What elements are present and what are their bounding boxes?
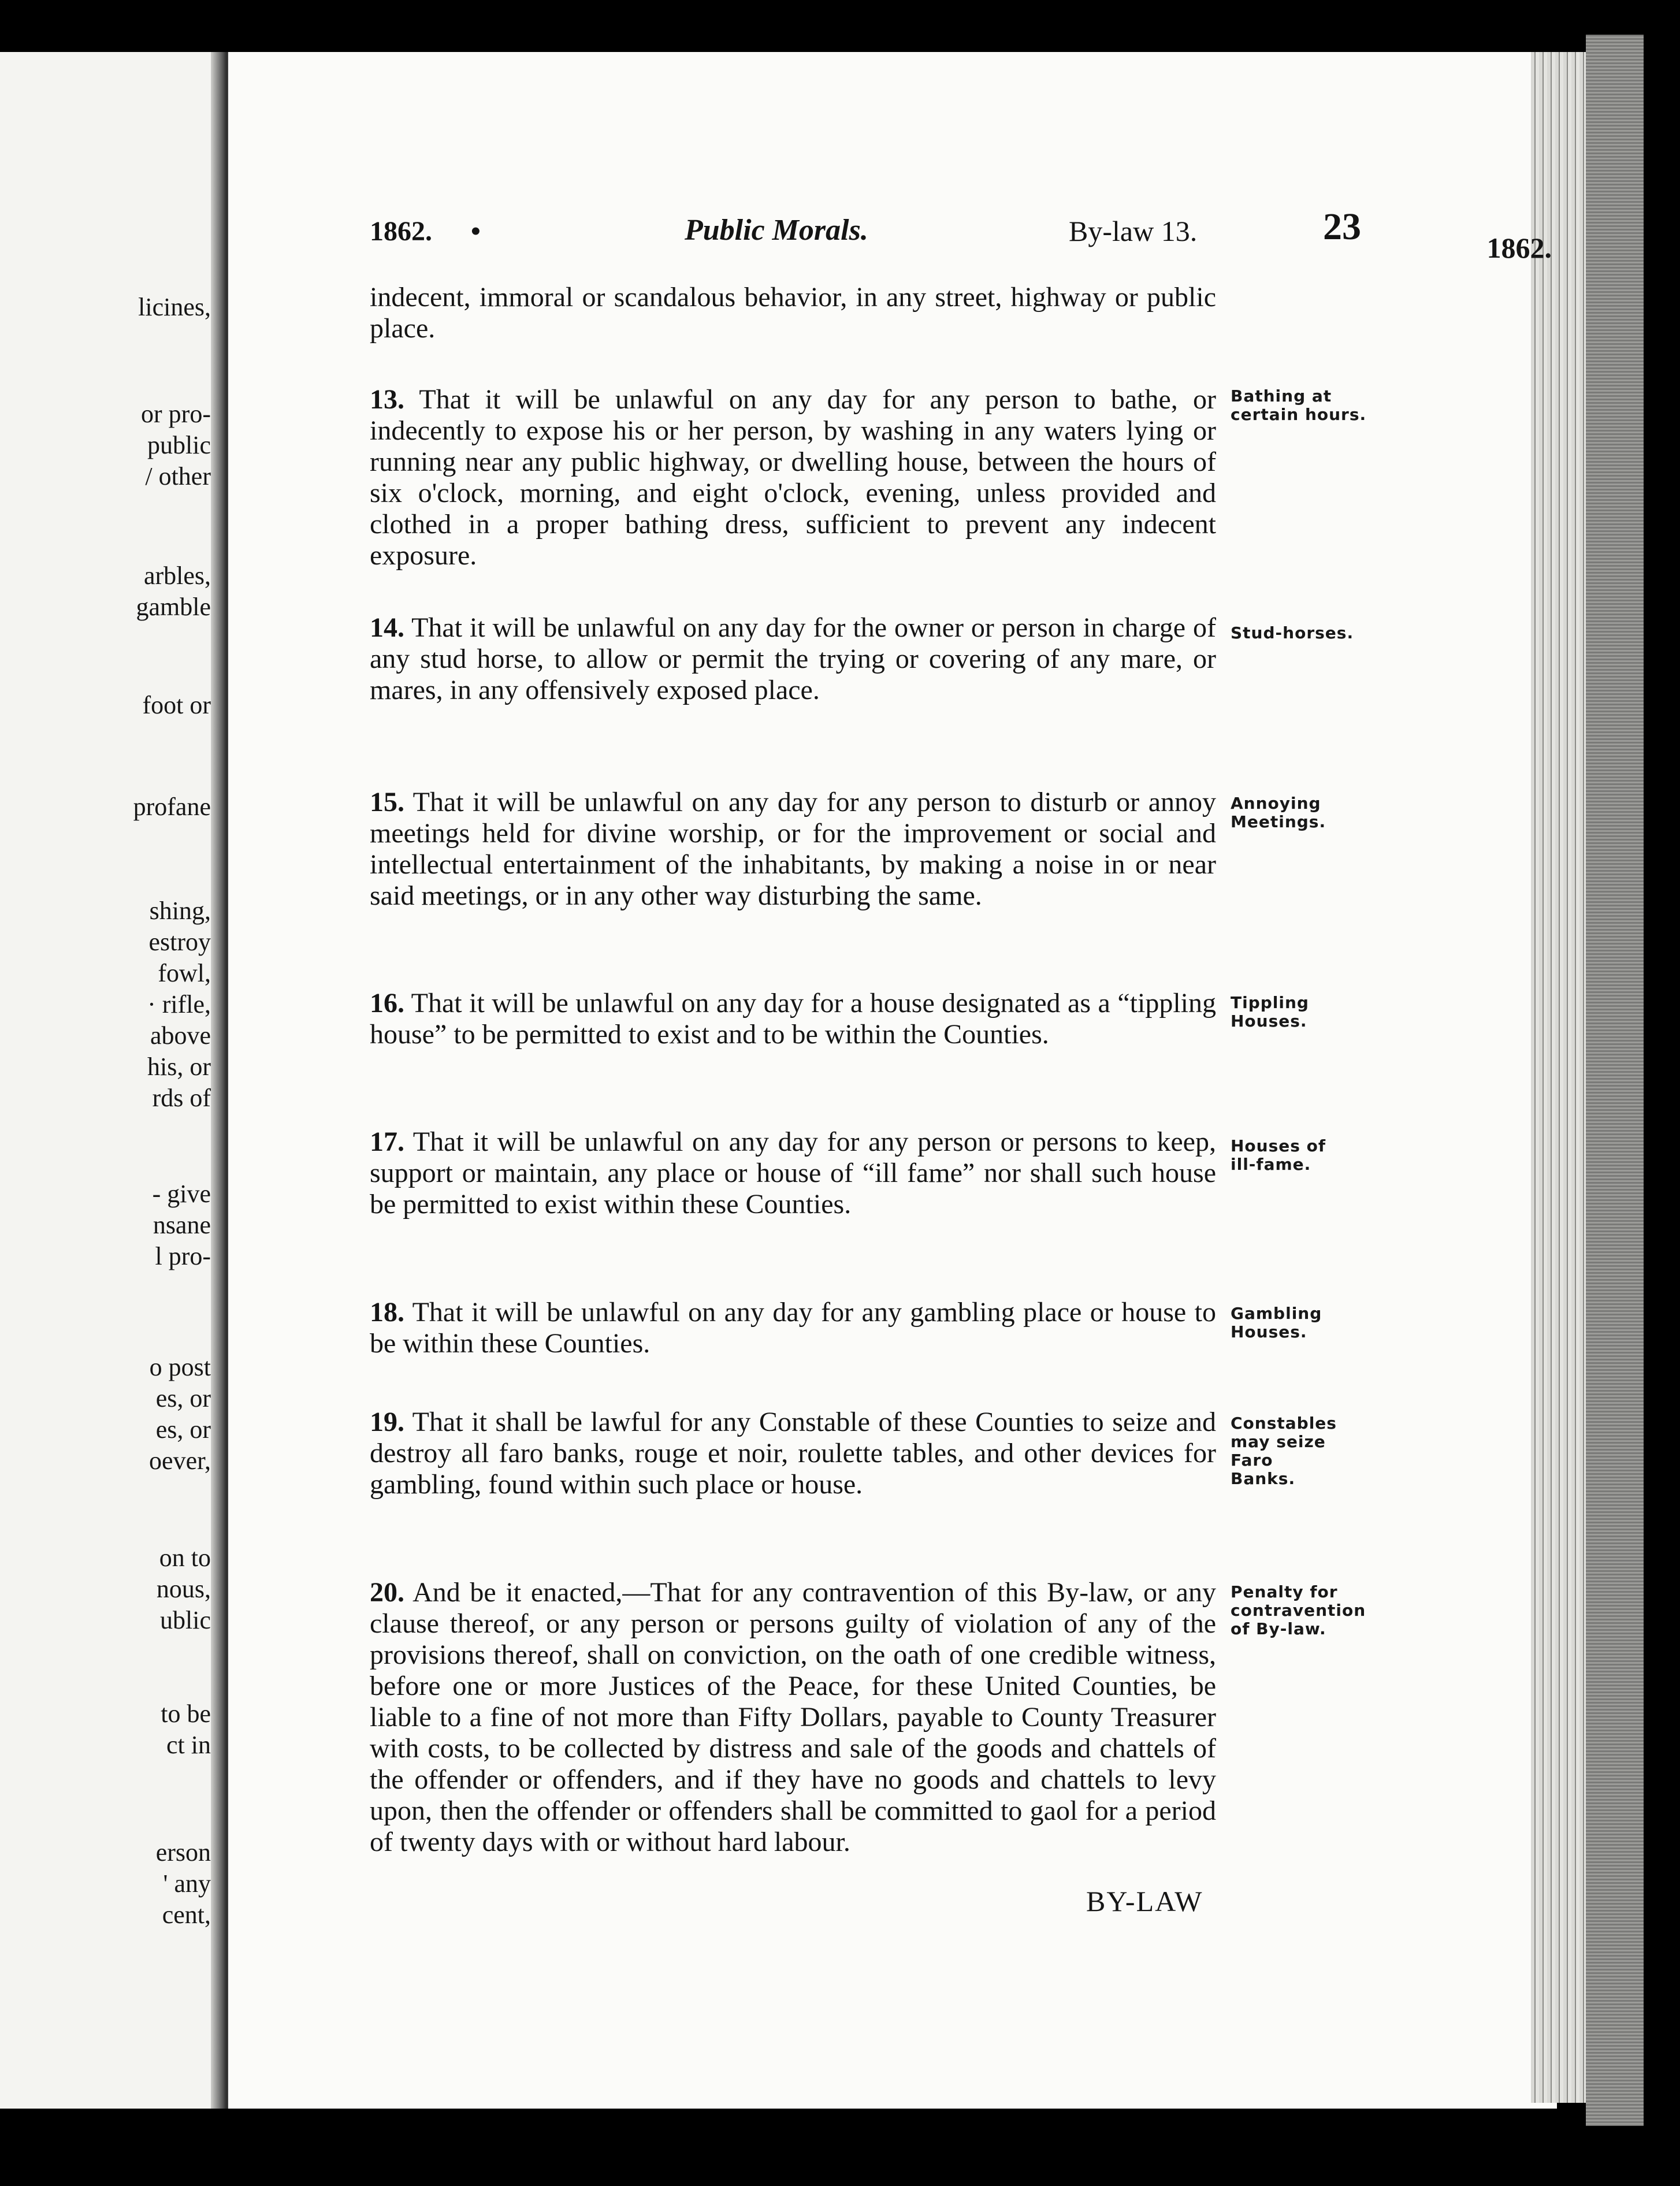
left-fragment: fowl, <box>158 959 211 987</box>
section-text: That it will be unlawful on any day for any person or persons to keep, support or maintain, any place or house of “ill fame” nor shall such house be permitted to exist within these Counties. <box>370 1127 1216 1220</box>
section-16 <box>370 988 1216 1050</box>
header-bylaw: By-law 13. <box>1069 215 1198 247</box>
left-fragment: cent, <box>162 1901 211 1929</box>
section-number: 18. <box>370 1297 404 1328</box>
section-number: 20. <box>370 1577 404 1608</box>
section-18 <box>370 1297 1216 1359</box>
section-14 <box>370 612 1216 706</box>
margin-note: Gambling Houses. <box>1231 1304 1322 1341</box>
left-fragment: nsane <box>153 1211 211 1239</box>
section-number: 14. <box>370 612 404 643</box>
margin-note: Stud-horses. <box>1231 623 1354 642</box>
section-15 <box>370 787 1216 912</box>
left-fragment: es, or <box>155 1415 211 1444</box>
section-text: And be it enacted,—That for any contravention of this By-law, or any clause thereof, or any person or persons guilty of violation of any of the provisions thereof, shall on conviction, on the oath of one credible witness, before one or more Justices of the Peace, for these United Counties, be liable to a fine of not more than Fifty Dollars, payable to County Treasurer with costs, to be collected by distress and sale of the goods and chattels of the offender or offenders, and if they have no goods and chattels to levy upon, then the offender or offenders shall be committed to gaol for a period of twenty days with or without hard labour. <box>370 1577 1216 1857</box>
left-fragment: ' any <box>163 1869 211 1898</box>
margin-note: Tippling Houses. <box>1231 993 1309 1031</box>
section-text: That it will be unlawful on any day for the owner or person in charge of any stud horse, to allow or permit the trying or covering of any mare, or mares, in any offensively exposed place. <box>370 612 1216 705</box>
left-fragment: above <box>150 1021 211 1050</box>
left-fragment: nous, <box>156 1575 211 1603</box>
continuation-paragraph: indecent, immoral or scandalous behavior, in any street, highway or public place. <box>370 282 1216 344</box>
left-fragment: to be <box>161 1700 211 1728</box>
left-fragment: o post <box>149 1353 211 1381</box>
left-fragment: on to <box>159 1544 211 1572</box>
left-fragment: l pro- <box>155 1242 211 1270</box>
left-fragment: estroy <box>148 928 211 956</box>
catchword: BY-LAW <box>1086 1885 1203 1917</box>
section-number: 13. <box>370 384 404 415</box>
header-year: 1862. <box>370 216 432 247</box>
left-fragment: · rifle, <box>147 990 211 1018</box>
margin-note: Constables may seize Faro Banks. <box>1231 1414 1337 1488</box>
left-fragment: his, or <box>147 1053 211 1081</box>
margin-note: Houses of ill-fame. <box>1231 1136 1326 1174</box>
left-fragment: shing, <box>149 897 211 925</box>
margin-note: Bathing at certain hours. <box>1231 386 1367 424</box>
section-text: That it will be unlawful on any day for a house designated as a “tippling house” to be permitted to exist and to be within the Counties. <box>370 988 1216 1050</box>
section-text: That it will be unlawful on any day for any gambling place or house to be within these Counties. <box>370 1297 1216 1359</box>
left-fragment: or pro- <box>141 400 211 428</box>
section-number: 17. <box>370 1127 404 1157</box>
section-text: That it will be unlawful on any day for any person to bathe, or indecently to expose his or her person, by washing in any waters lying or running near any public highway, or dwelling house, between the hours of six o'clock, morning, and eight o'clock, evening, unless provided and clothed in a proper bathing dress, sufficient to prevent any indecent exposure. <box>370 384 1216 571</box>
left-fragment: rds of <box>152 1084 211 1112</box>
header-title: Public Morals. <box>685 214 868 247</box>
left-fragment: oever, <box>149 1447 211 1475</box>
section-number: 19. <box>370 1407 404 1437</box>
header-dot: • <box>471 216 481 247</box>
left-fragment: gamble <box>136 593 211 621</box>
left-fragment: ublic <box>160 1606 211 1634</box>
section-number: 15. <box>370 787 404 817</box>
left-fragment: ct in <box>166 1731 211 1759</box>
running-header <box>370 205 1378 251</box>
left-fragment: foot or <box>142 691 211 719</box>
left-fragment: licines, <box>138 293 211 321</box>
section-text: That it will be unlawful on any day for any person to disturb or annoy meetings held for divine worship, or for the improvement or social and intellectual entertainment of the inhabitants, by making a noise in or near said meetings, or in any other way disturbing the same. <box>370 787 1216 911</box>
section-19 <box>370 1407 1216 1500</box>
page-number: 23 <box>1323 206 1361 248</box>
left-fragment: public <box>147 431 211 459</box>
left-page-year: 1862. <box>1486 232 1552 264</box>
left-fragment: / other <box>145 462 211 490</box>
section-number: 16. <box>370 988 404 1018</box>
left-fragment: erson <box>155 1838 211 1867</box>
page-edges <box>1531 52 1586 2103</box>
margin-note: Annoying Meetings. <box>1231 794 1326 831</box>
left-fragment: profane <box>133 793 211 821</box>
section-20 <box>370 1577 1216 1858</box>
book-cover-board <box>1586 35 1644 2126</box>
margin-note: Penalty for contravention of By-law. <box>1231 1582 1366 1638</box>
left-fragment: arbles, <box>143 562 211 590</box>
section-text: That it shall be lawful for any Constable of these Counties to seize and destroy all faro banks, rouge et noir, roulette tables, and other devices for gambling, found within such place or house. <box>370 1407 1216 1500</box>
section-17 <box>370 1127 1216 1220</box>
left-fragment: - give <box>152 1180 211 1208</box>
section-13 <box>370 384 1216 571</box>
left-fragment: es, or <box>155 1384 211 1412</box>
